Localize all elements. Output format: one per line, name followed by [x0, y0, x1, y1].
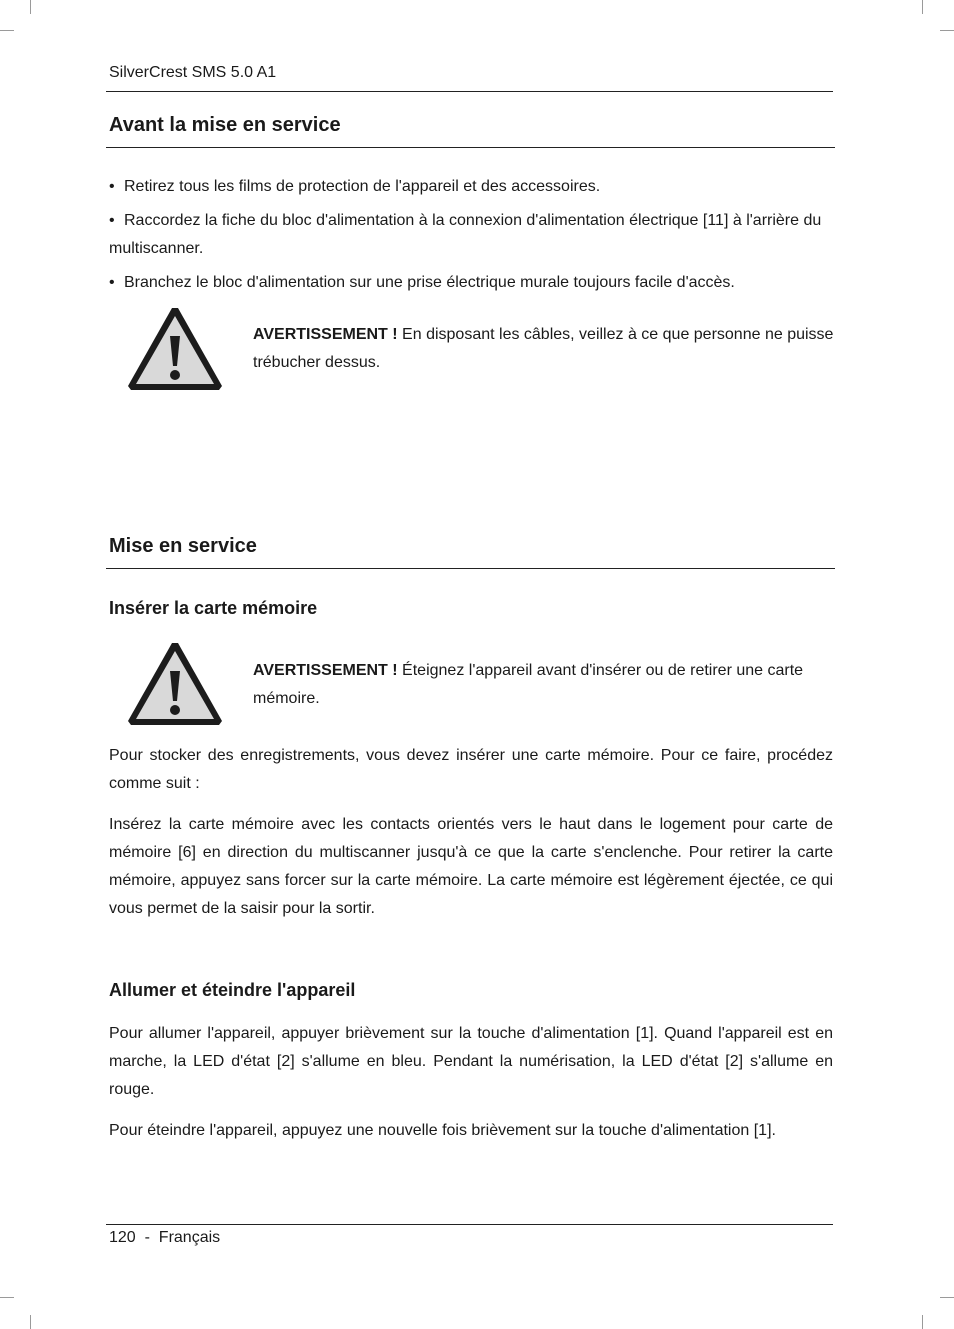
- paragraph: Pour stocker des enregistrements, vous devez insérer une carte mémoire. Pour ce faire, procédez comme suit :: [109, 747, 833, 792]
- crop-mark: [922, 0, 923, 14]
- crop-mark: [30, 1315, 31, 1329]
- subsection-heading: Insérer la carte mémoire: [109, 598, 318, 618]
- paragraph: Pour allumer l'appareil, appuyer brièvement sur la touche d'alimentation [1]. Quand l'appareil est en marche, la LED d'état [2] s'allume en bleu. Pendant la numérisation, la LED d'état [2] s'allume en rouge.: [109, 1025, 833, 1098]
- page-header-title: SilverCrest SMS 5.0 A1: [109, 64, 277, 81]
- warning-triangle-icon: [126, 304, 224, 392]
- header-rule: [106, 91, 833, 92]
- section-rule: [106, 147, 835, 148]
- page-footer: 120 - Français: [109, 1229, 221, 1246]
- list-item: • Retirez tous les films de protection de l'appareil et des accessoires.: [109, 173, 835, 201]
- warning-text: [253, 321, 835, 377]
- warning-triangle-icon: [126, 639, 224, 727]
- warning-message: En disposant les câbles, veillez à ce que personne ne puisse trébucher dessus.: [253, 326, 834, 371]
- warning-text: [253, 657, 835, 713]
- section-heading: Mise en service: [109, 535, 257, 557]
- crop-mark: [940, 1297, 954, 1298]
- section-heading: Avant la mise en service: [109, 114, 341, 136]
- list-item: • Branchez le bloc d'alimentation sur une prise électrique murale toujours facile d'accès.: [109, 269, 835, 297]
- paragraph: Pour éteindre l'appareil, appuyez une nouvelle fois brièvement sur la touche d'alimentation [1].: [109, 1122, 776, 1139]
- paragraph: Insérez la carte mémoire avec les contacts orientés vers le haut dans le logement pour carte de mémoire [6] en direction du multiscanner jusqu'à ce que la carte s'enclenche. Pour retirer la carte mémoire, appuyez sans forcer sur la carte mémoire. La carte mémoire est légèrement éjectée, ce qui vous permet de la saisir pour la sortir.: [109, 816, 833, 917]
- crop-mark: [0, 30, 14, 31]
- warning-message: Éteignez l'appareil avant d'insérer ou de retirer une carte mémoire.: [253, 662, 804, 707]
- subsection-heading: Allumer et éteindre l'appareil: [109, 980, 356, 1000]
- warning-label: AVERTISSEMENT !: [253, 326, 398, 343]
- list-item: • Raccordez la fiche du bloc d'alimentation à la connexion d'alimentation électrique [11] à l'arrière du multiscanner.: [109, 207, 835, 263]
- crop-mark: [940, 30, 954, 31]
- warning-label: AVERTISSEMENT !: [253, 662, 398, 679]
- crop-mark: [30, 0, 31, 14]
- crop-mark: [922, 1315, 923, 1329]
- section-rule: [106, 568, 835, 569]
- crop-mark: [0, 1297, 14, 1298]
- footer-rule: [106, 1224, 833, 1225]
- bullet-list: [109, 173, 835, 303]
